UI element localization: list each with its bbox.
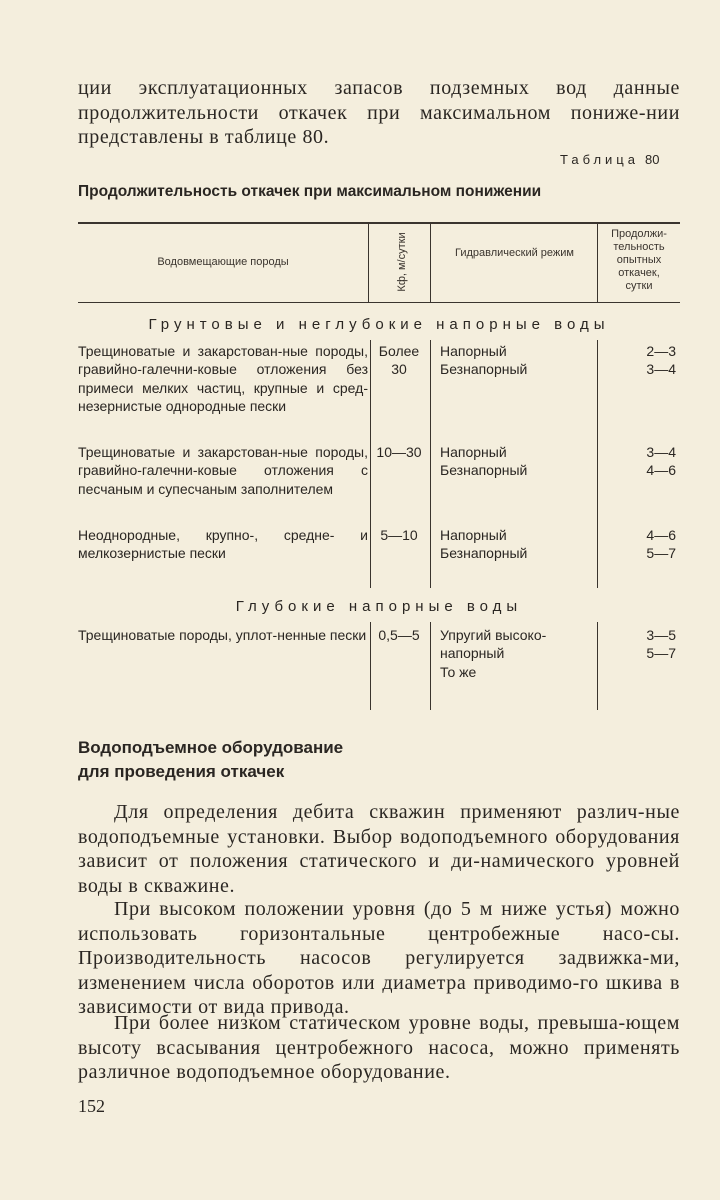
rock-cell: Неоднородные, крупно-, средне- и мелкозернистые пески bbox=[78, 527, 368, 562]
duration-cell: 2—3 3—4 bbox=[646, 343, 676, 378]
rock-cell: Трещиноватые породы, уплот-ненные пески bbox=[78, 627, 367, 643]
page-number: 152 bbox=[78, 1096, 105, 1116]
paragraph: При высоком положении уровня (до 5 м ниже устья) можно использовать горизонтальные центробежные насо-сы. Производительность насосов регулируется задвижка-ми, изменением числа оборотов или диаметра приводимо-го шкива в зависимости от вида привода. bbox=[78, 898, 680, 1018]
regime-cell: Напорный Безнапорный bbox=[440, 444, 528, 479]
header-divider bbox=[430, 222, 431, 302]
table-header-rule bbox=[78, 302, 680, 303]
intro-paragraph: ции эксплуатационных запасов подземных вод данные продолжительности откачек при максимальном пониже-нии представлены в таблице 80. bbox=[78, 77, 680, 148]
regime-cell: Упругий высоко- напорный То же bbox=[440, 627, 547, 680]
kf-cell: 10—30 bbox=[376, 444, 422, 460]
duration-cell: 3—5 5—7 bbox=[646, 627, 676, 662]
header-rocks: Водовмещающие породы bbox=[157, 256, 289, 268]
table-title: Продолжительность откачек при максимальном понижении bbox=[78, 183, 542, 200]
regime-cell: Напорный Безнапорный bbox=[440, 343, 528, 378]
duration-cell: 4—6 5—7 bbox=[646, 527, 676, 562]
table-caption-number: 80 bbox=[644, 152, 660, 167]
paragraph: Для определения дебита скважин применяют различ-ные водоподъемные установки. Выбор водоподъемного оборудования зависит от положения статического и ди-намического уровней воды в скважине. bbox=[78, 801, 680, 897]
table-caption-word: Таблица bbox=[560, 152, 639, 167]
header-regime: Гидравлический режим bbox=[455, 247, 574, 259]
regime-cell: Напорный Безнапорный bbox=[440, 527, 528, 562]
body-divider bbox=[430, 622, 431, 710]
table-caption bbox=[560, 152, 659, 167]
section-heading: Водоподъемное оборудование для проведения откачек bbox=[78, 738, 344, 781]
paragraph: При более низком статическом уровне воды, превыша-ющем высоту всасывания центробежного насоса, можно применять различное водоподъемное оборудование. bbox=[78, 1012, 680, 1083]
kf-cell: 5—10 bbox=[380, 527, 418, 543]
section-title-shallow: Грунтовые и неглубокие напорные воды bbox=[148, 316, 610, 333]
body-divider bbox=[430, 340, 431, 588]
rock-cell: Трещиноватые и закарстован-ные породы, гравийно-галечни-ковые отложения с песчаным и супесчаным заполнителем bbox=[78, 444, 368, 497]
header-duration: Продолжи- тельность опытных откачек, сутки bbox=[611, 228, 667, 292]
header-divider bbox=[368, 222, 369, 302]
table-top-rule bbox=[78, 222, 680, 224]
header-kf: Кф, м/сутки bbox=[396, 232, 408, 292]
kf-cell: Более 30 bbox=[378, 343, 420, 378]
section-title-deep: Глубокие напорные воды bbox=[235, 598, 523, 615]
rock-cell: Трещиноватые и закарстован-ные породы, гравийно-галечни-ковые отложения без примеси мелких частиц, крупные и сред-незернистые однородные пески bbox=[78, 343, 368, 414]
kf-cell: 0,5—5 bbox=[378, 627, 420, 643]
duration-cell: 3—4 4—6 bbox=[646, 444, 676, 479]
